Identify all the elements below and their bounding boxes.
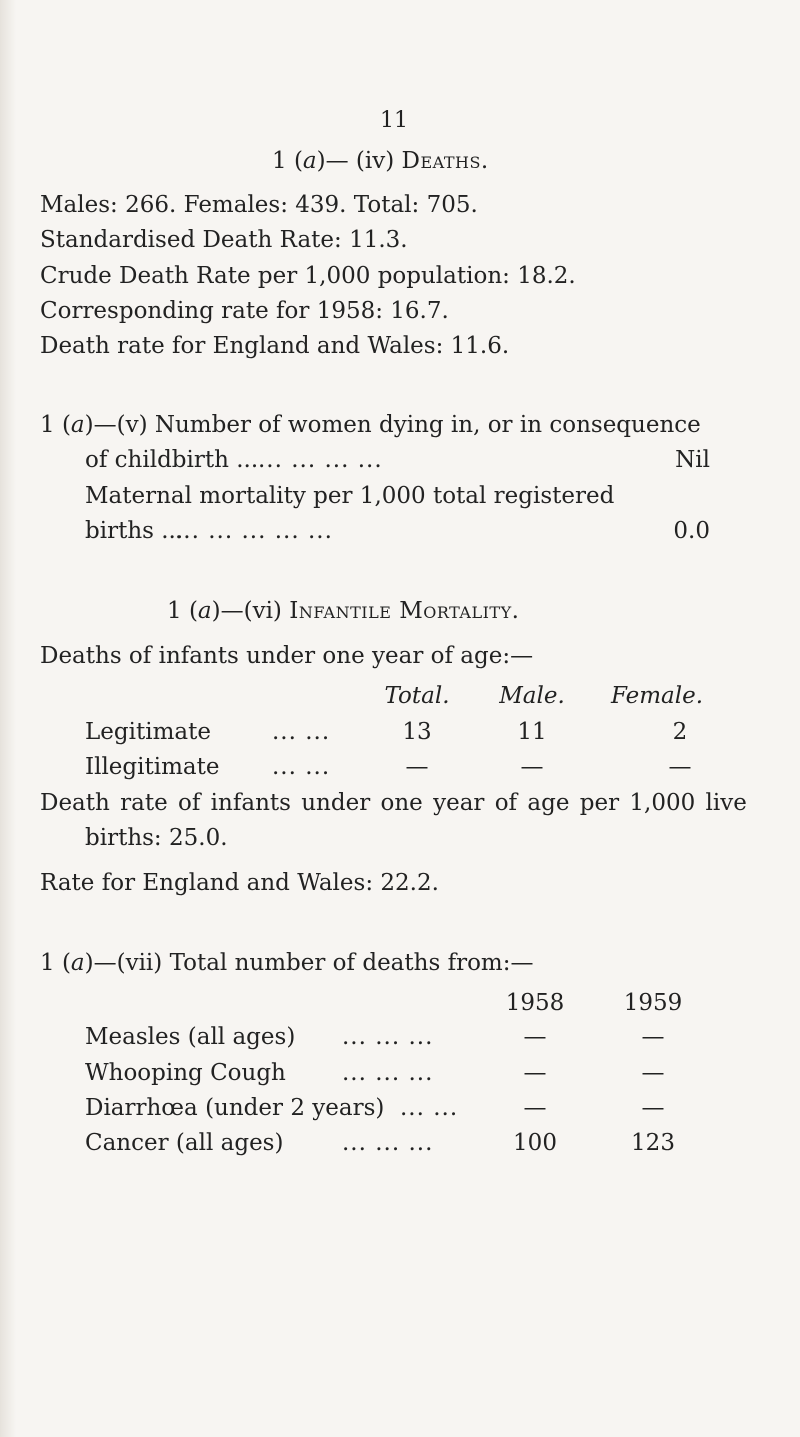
- childbirth-deaths-value: Nil: [675, 447, 710, 473]
- diarrhoea-1959: —: [641, 1095, 665, 1121]
- cancer-1959: 123: [631, 1130, 675, 1156]
- whooping-cough-1958: —: [523, 1060, 547, 1086]
- whooping-cough-dots: ... ... ...: [342, 1060, 434, 1086]
- col-total-header: Total.: [384, 683, 450, 709]
- measles-dots: ... ... ...: [342, 1024, 434, 1050]
- cancer-label: Cancer (all ages): [85, 1130, 284, 1156]
- col-1958-header: 1958: [505, 990, 565, 1016]
- illegitimate-dots: ... ...: [272, 754, 331, 780]
- crude-death-rate: Crude Death Rate per 1,000 population: 18.2.: [40, 263, 576, 289]
- diarrhoea-label: Diarrhœa (under 2 years): [85, 1095, 385, 1121]
- cancer-1958: 100: [513, 1130, 557, 1156]
- col-1959-header: 1959: [623, 990, 683, 1016]
- infant-death-rate-line2: births: 25.0.: [85, 825, 228, 851]
- col-female-header: Female.: [610, 683, 704, 709]
- legitimate-male: 11: [517, 719, 547, 745]
- england-wales-infant-rate: Rate for England and Wales: 22.2.: [40, 870, 439, 896]
- deaths-totals: Males: 266. Females: 439. Total: 705.: [40, 192, 478, 218]
- page-edge-shadow: [0, 0, 16, 1437]
- maternal-mortality-value: 0.0: [673, 518, 710, 544]
- deaths-heading: 1 (a)— (iv) Deaths.: [272, 148, 489, 174]
- infantile-heading: 1 (a)—(vi) Infantile Mortality.: [167, 598, 520, 624]
- legitimate-dots: ... ...: [272, 719, 331, 745]
- illegitimate-total: —: [405, 754, 429, 780]
- childbirth-dots: ... ... ... ...: [258, 447, 383, 473]
- illegitimate-female: —: [668, 754, 692, 780]
- standardised-death-rate: Standardised Death Rate: 11.3.: [40, 227, 408, 253]
- legitimate-female: 2: [672, 719, 688, 745]
- legitimate-total: 13: [402, 719, 432, 745]
- infantile-title: Infantile Mortality.: [289, 598, 520, 624]
- measles-1959: —: [641, 1024, 665, 1050]
- illegitimate-label: Illegitimate: [85, 754, 220, 780]
- infant-death-rate-line1: Death rate of infants under one year of age per 1,000 live: [40, 790, 747, 816]
- cancer-dots: ... ... ...: [342, 1130, 434, 1156]
- total-deaths-heading: 1 (a)—(vii) Total number of deaths from:—: [40, 950, 534, 976]
- corresponding-rate-1958: Corresponding rate for 1958: 16.7.: [40, 298, 449, 324]
- diarrhoea-dots: ... ...: [400, 1095, 459, 1121]
- whooping-cough-label: Whooping Cough: [85, 1060, 286, 1086]
- childbirth-label: of childbirth ...: [85, 447, 259, 473]
- births-dots: ... ... ... ... ...: [175, 518, 333, 544]
- illegitimate-male: —: [520, 754, 544, 780]
- col-male-header: Male.: [499, 683, 565, 709]
- infant-deaths-intro: Deaths of infants under one year of age:—: [40, 643, 534, 669]
- measles-1958: —: [523, 1024, 547, 1050]
- legitimate-label: Legitimate: [85, 719, 211, 745]
- diarrhoea-1958: —: [523, 1095, 547, 1121]
- measles-label: Measles (all ages): [85, 1024, 296, 1050]
- england-wales-death-rate: Death rate for England and Wales: 11.6.: [40, 333, 510, 359]
- whooping-cough-1959: —: [641, 1060, 665, 1086]
- deaths-title: Deaths.: [401, 148, 489, 174]
- maternal-mortality-label: Maternal mortality per 1,000 total registered: [85, 483, 615, 509]
- page-number: 11: [380, 108, 408, 133]
- maternal-heading: 1 (a)—(v) Number of women dying in, or in consequence: [40, 412, 701, 438]
- births-label: births ...: [85, 518, 184, 544]
